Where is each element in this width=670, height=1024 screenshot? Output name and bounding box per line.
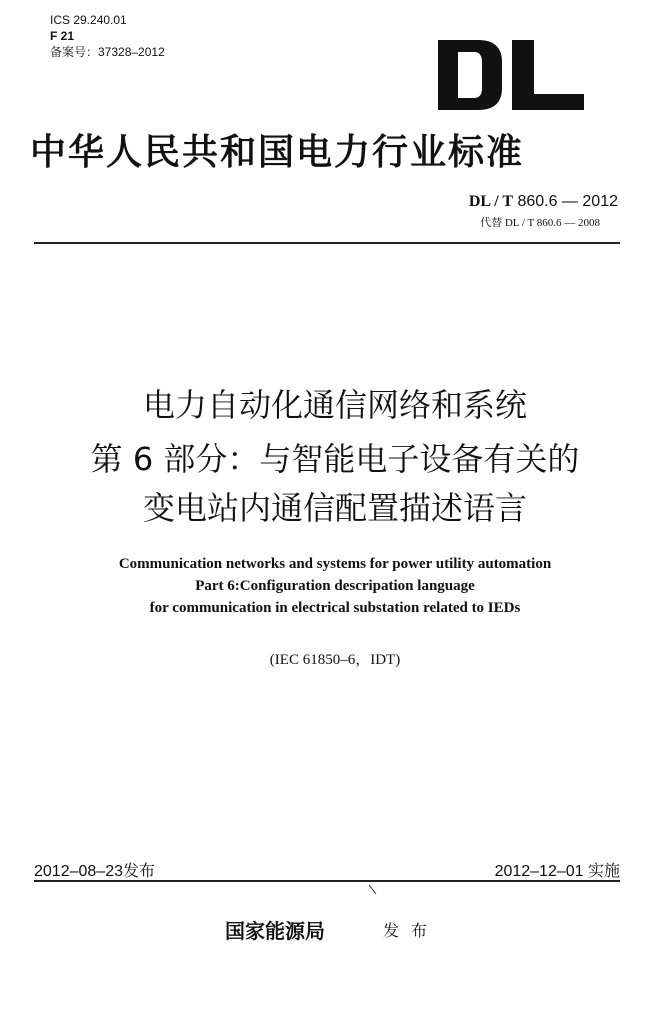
scan-mark [368,884,378,896]
implementation-date: 2012–12–01 实施 [494,863,620,880]
title-cn-line1: 电力自动化通信网络和系统 [142,386,527,424]
record-number: 备案号：37328–2012 [50,45,165,59]
title-en-line2: Part 6:Configuration descripation language [195,578,475,594]
standard-code-prefix: DL / T [468,193,514,210]
classification-code: F 21 [50,29,75,43]
dl-logo [438,40,584,110]
ics-code: ICS 29.240.01 [50,13,127,27]
issue-date: 2012–08–23发布 [34,863,155,880]
standard-code [469,193,618,211]
top-divider [34,242,620,244]
title-en-line1: Communication networks and systems for power utility automation [118,556,552,572]
title-en-line3: for communication in electrical substation related to IEDs [149,600,521,616]
standard-code-number: 860.6 — 2012 [513,193,618,210]
title-cn-line3: 变电站内通信配置描述语言 [142,489,527,527]
title-cn-line2: 第 6 部分：与智能电子设备有关的 [90,440,580,478]
publisher-name: 国家能源局 [225,919,325,943]
industry-standard-title: 中华人民共和国电力行业标准 [30,131,525,173]
replaces-standard: 代替 DL / T 860.6 — 2008 [480,217,600,229]
iec-reference: (IEC 61850–6，IDT) [269,652,401,668]
bottom-divider [34,880,620,882]
publish-label: 发布 [383,921,440,940]
